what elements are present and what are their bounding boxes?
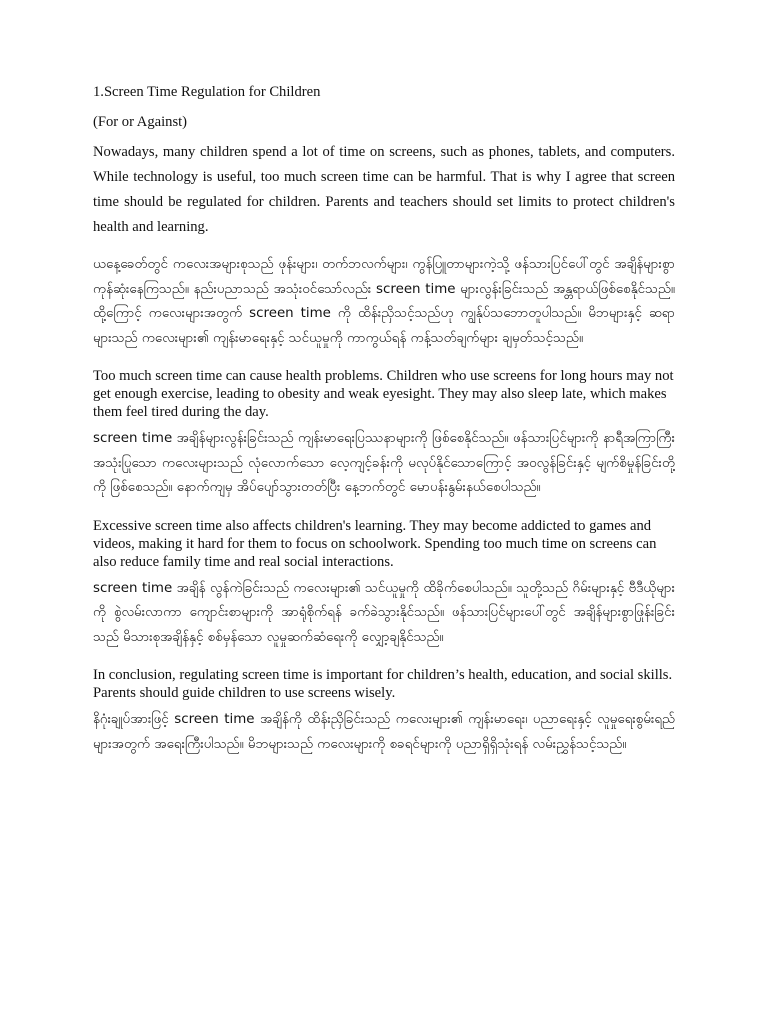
intro-paragraph-myanmar: ယနေ့ခေတ်တွင် ကလေးအများစုသည် ဖုန်းများ၊ တက်ဘလက်များ၊ ကွန်ပြူတာများကဲ့သို့ ဖန်သားပြင်ပေါ်တွင် အချိန်များစွာ ကုန်ဆုံးနေကြသည်။ နည်းပညာသည် အသုံးဝင်သော်လည်း screen time များလွန်းခြင်းသည် အန္တရာယ်ဖြစ်စေနိုင်သည်။ ထို့ကြောင့် ကလေးများအတွက် screen time ကို ထိန်းညှိသင့်သည်ဟု ကျွန်ုပ်သဘောတူပါသည်။ မိဘများနှင့် ဆရာများသည် ကလေးများ၏ ကျန်းမာရေးနှင့် သင်ယူမှုကို ကာကွယ်ရန် ကန့်သတ်ချက်များ ချမှတ်သင့်သည်။ (93, 257, 675, 346)
health-paragraph-myanmar: screen time အချိန်များလွန်းခြင်းသည် ကျန်းမာရေးပြဿနာများကို ဖြစ်စေနိုင်သည်။ ဖန်သားပြင်များကို နာရီအကြာကြီးအသုံးပြုသော ကလေးများသည် လုံလောက်သော လေ့ကျင့်ခန်းကို မလုပ်နိုင်သောကြောင့် အဝလွန်ခြင်းနှင့် မျက်စိမှုန်ခြင်းတို့ကို ဖြစ်စေသည်။ နောက်ကျမှ အိပ်ပျော်သွားတတ်ပြီး နေ့ဘက်တွင် မောပန်းနွမ်းနယ်စေပါသည်။ (93, 431, 675, 495)
intro-paragraph-english: Nowadays, many children spend a lot of time on screens, such as phones, tablets, and computers. While technology is useful, too much screen time can be harmful. That is why I agree that screen time should be regulated for children. Parents and teachers should set limits to protect children's health and learning. (93, 144, 675, 235)
document-page (93, 82, 675, 757)
document-subtitle: (For or Against) (93, 114, 188, 130)
document-title: 1.Screen Time Regulation for Children (93, 84, 321, 100)
learning-paragraph-myanmar: screen time အချိန် လွန်ကဲခြင်းသည် ကလေးများ၏ သင်ယူမှုကို ထိခိုက်စေပါသည်။ သူတို့သည် ဂိမ်းများနှင့် ဗီဒီယိုများကို စွဲလမ်းလာကာ ကျောင်းစာများကို အာရုံစိုက်ရန် ခက်ခဲသွားနိုင်သည်။ ဖန်သားပြင်များပေါ်တွင် အချိန်များစွာဖြုန်းခြင်းသည် မိသားစုအချိန်နှင့် စစ်မှန်သော လူမှုဆက်ဆံရေးကို လျှော့ချနိုင်သည်။ (93, 580, 675, 645)
conclusion-paragraph-english: In conclusion, regulating screen time is important for children’s health, education, and social skills. Parents should guide children to use screens wisely. (93, 667, 673, 701)
learning-paragraph-english: Excessive screen time also affects children's learning. They may become addicted to games and videos, making it hard for them to focus on schoolwork. Spending too much time on screens can also reduce family time and real social interactions. (93, 517, 657, 570)
conclusion-paragraph-myanmar: နိဂုံးချုပ်အားဖြင့် screen time အချိန်ကို ထိန်းညှိခြင်းသည် ကလေးများ၏ ကျန်းမာရေး၊ ပညာရေးနှင့် လူမှုရေးစွမ်းရည်များအတွက် အရေးကြီးပါသည်။ မိဘများသည် ကလေးများကို စခရင်များကို ပညာရှိရှိသုံးရန် လမ်းညွှန်သင့်သည်။ (93, 712, 675, 752)
health-paragraph-english: Too much screen time can cause health problems. Children who use screens for long hours may not get enough exercise, leading to obesity and weak eyesight. They may also sleep late, which makes them feel tired during the day. (93, 368, 674, 420)
